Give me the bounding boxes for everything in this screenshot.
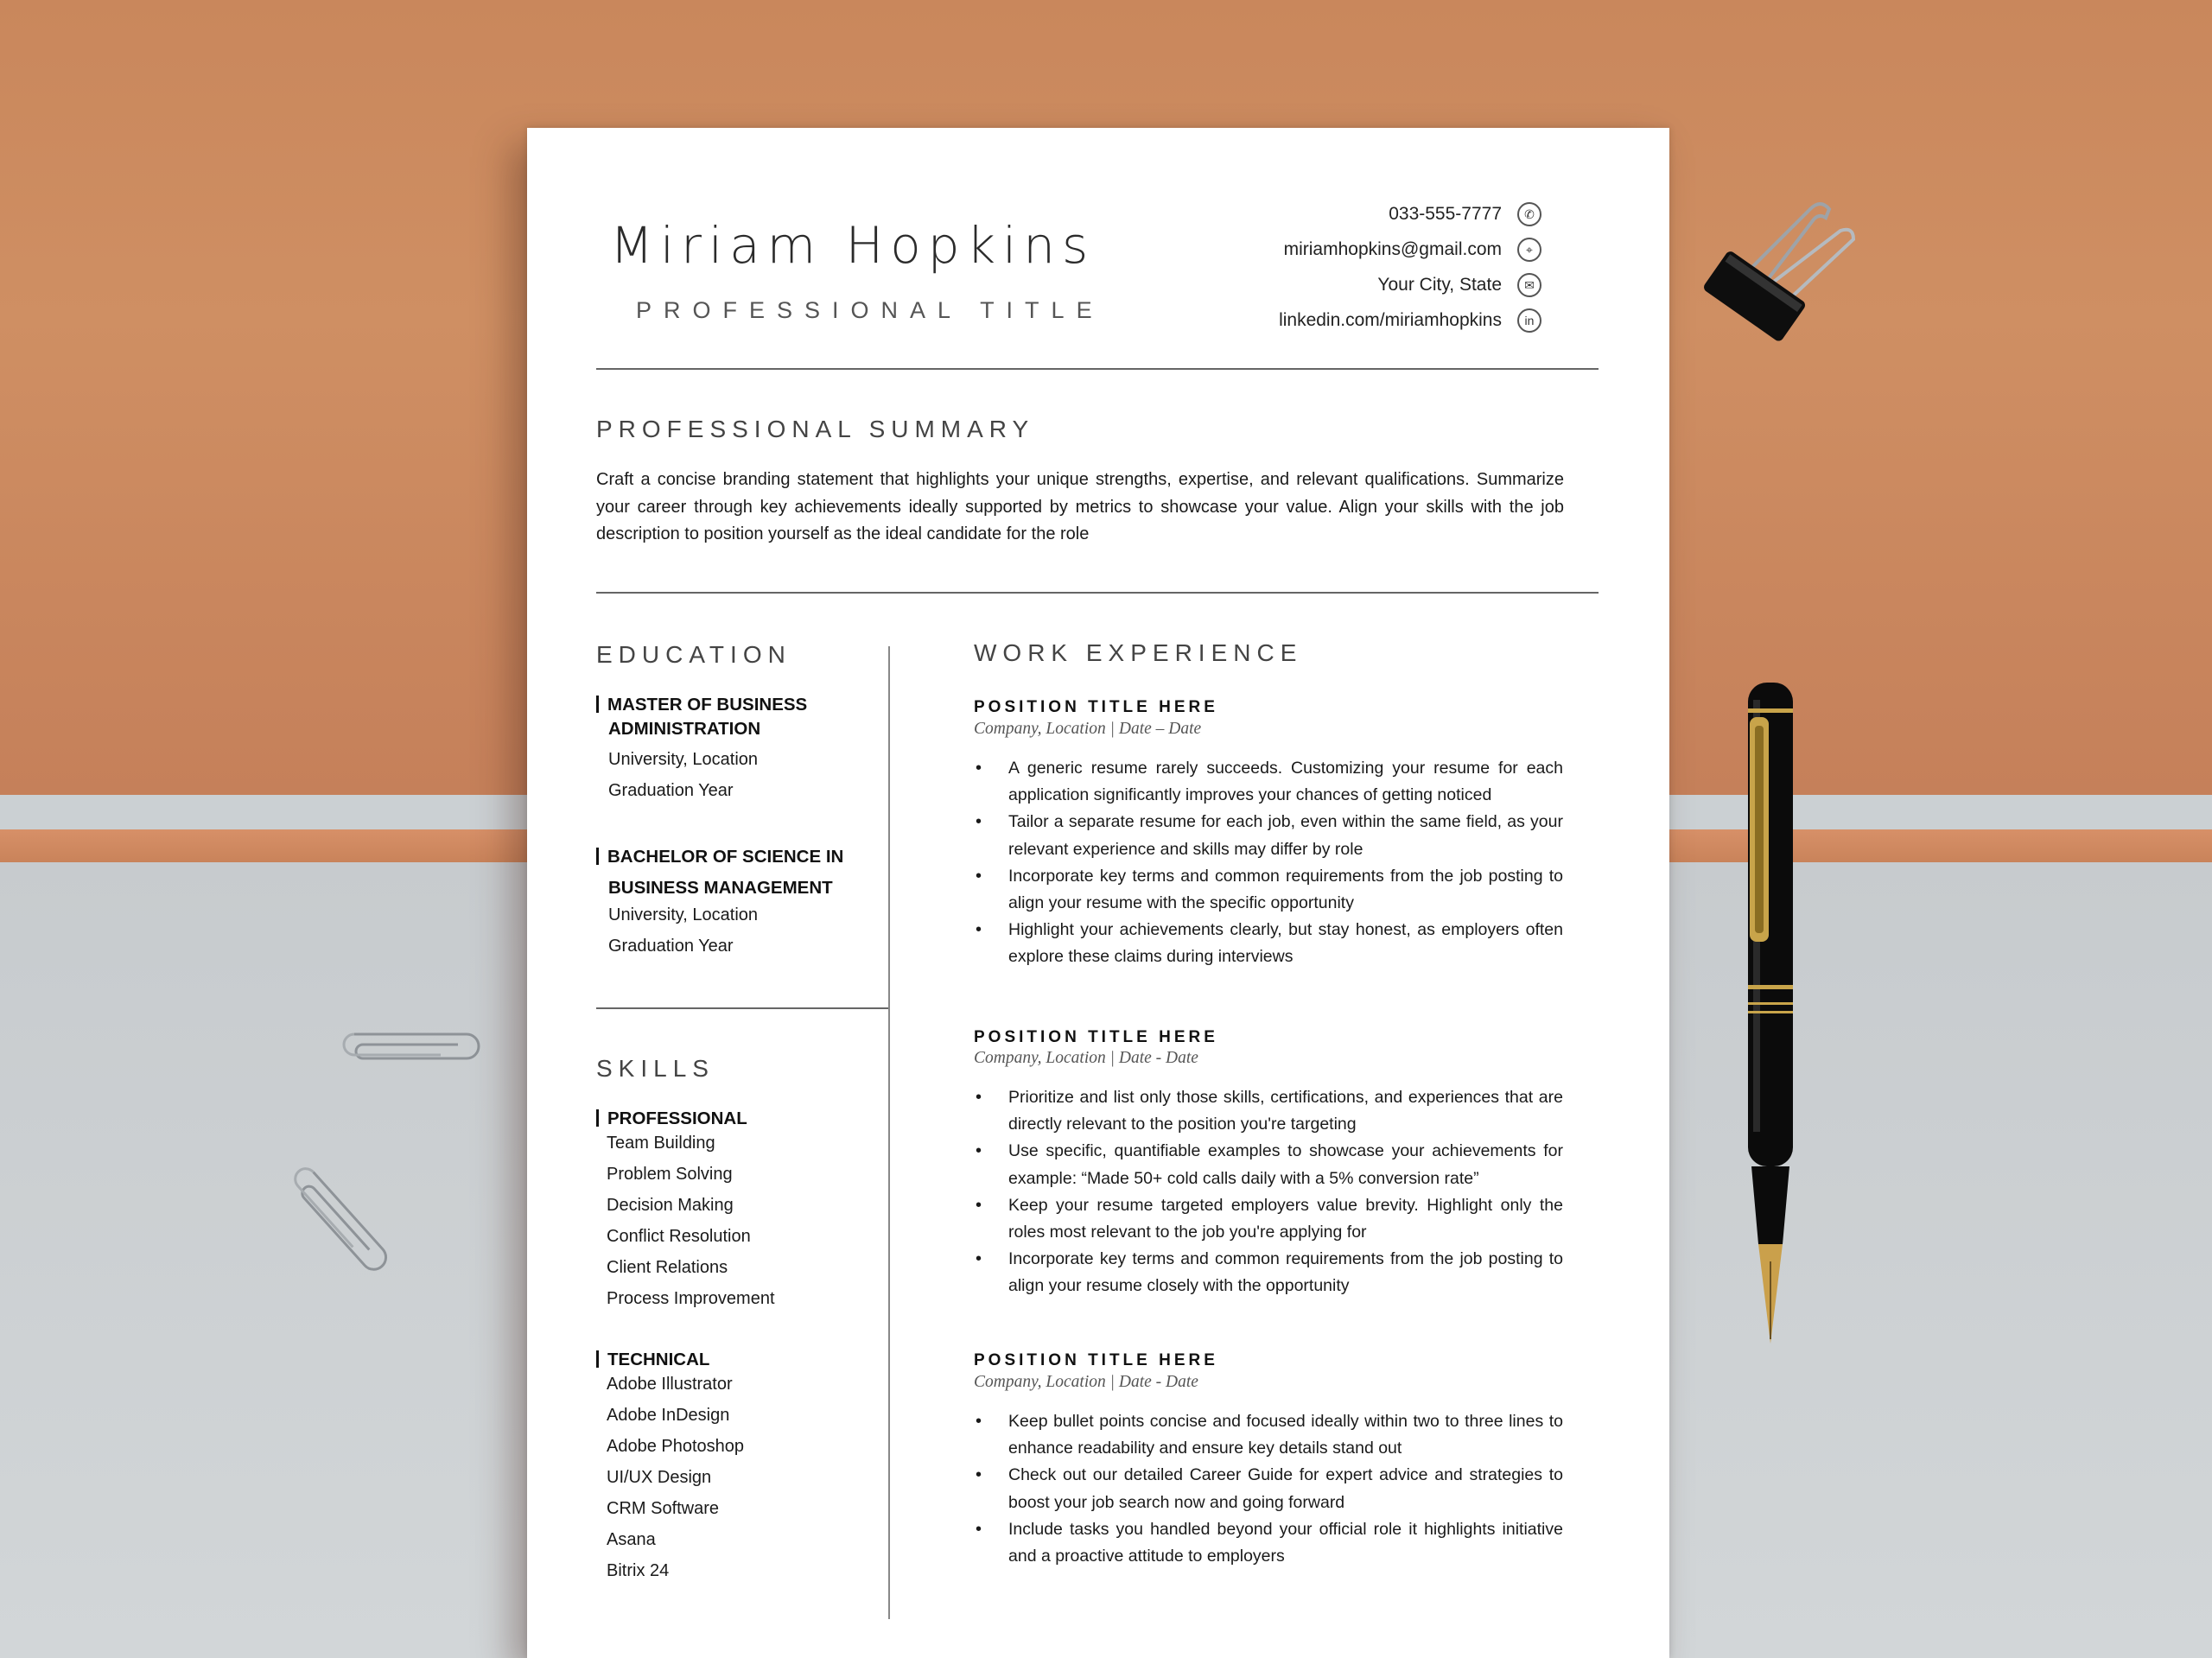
list-item: • Check out our detailed Career Guide for expert advice and strategies to boost your job search now and going forward	[974, 1462, 1563, 1515]
contact-email	[764, 238, 1541, 262]
binder-clip-icon	[1689, 192, 1888, 365]
degree-marker	[596, 848, 599, 865]
paper-clip-icon	[337, 1024, 484, 1067]
list-item: • A generic resume rarely succeeds. Customizing your resume for each application significantly improves your chances of getting noticed	[974, 755, 1563, 809]
education-school: University, Location	[608, 750, 759, 769]
job-bullets	[974, 1408, 1563, 1570]
skills-marker	[596, 1109, 599, 1127]
list-item: • Prioritize and list only those skills, certifications, and experiences that are directly relevant to the position you're targeting	[974, 1084, 1563, 1138]
list-item: UI/UX Design	[607, 1468, 712, 1487]
education-year: Graduation Year	[608, 937, 734, 956]
list-item: Adobe InDesign	[607, 1406, 730, 1425]
contact-linkedin	[764, 308, 1541, 333]
skills-group-label: PROFESSIONAL	[607, 1109, 747, 1128]
divider	[596, 592, 1599, 594]
skills-group-label: TECHNICAL	[607, 1350, 710, 1369]
contact-phone	[764, 202, 1541, 226]
list-item: • Include tasks you handled beyond your official role it highlights initiative and a proactive attitude to employers	[974, 1516, 1563, 1570]
skills-group-professional	[596, 1109, 747, 1129]
job-title: POSITION TITLE HERE	[974, 698, 1218, 716]
list-item: • Keep bullet points concise and focused ideally within two to three lines to enhance readability and ensure key details stand out	[974, 1408, 1563, 1462]
job-bullets	[974, 1084, 1563, 1300]
education-year: Graduation Year	[608, 781, 734, 800]
list-item: Conflict Resolution	[607, 1227, 751, 1246]
job-meta: Company, Location | Date – Date	[974, 720, 1202, 738]
skills-group-technical	[596, 1350, 709, 1370]
contact-city-text: Your City, State	[1377, 275, 1502, 295]
job-meta: Company, Location | Date - Date	[974, 1373, 1198, 1391]
list-item: Process Improvement	[607, 1289, 775, 1308]
professional-skills-list	[607, 1128, 775, 1314]
mail-icon: ✉	[1517, 273, 1541, 297]
experience-heading: WORK EXPERIENCE	[974, 639, 1303, 666]
fountain-pen-icon	[1732, 674, 1810, 1356]
contact-city	[764, 273, 1541, 297]
linkedin-icon: in	[1517, 308, 1541, 333]
contact-email-text: miriamhopkins@gmail.com	[1283, 239, 1502, 259]
job-title: POSITION TITLE HERE	[974, 1028, 1218, 1046]
job-bullets	[974, 755, 1563, 971]
contact-linkedin-text: linkedin.com/miriamhopkins	[1279, 310, 1502, 330]
list-item: • Incorporate key terms and common requirements from the job posting to align your resume closely with the opportunity	[974, 1246, 1563, 1299]
summary-heading: PROFESSIONAL SUMMARY	[596, 416, 1035, 442]
job-meta: Company, Location | Date - Date	[974, 1049, 1198, 1067]
education-heading: EDUCATION	[596, 641, 791, 668]
location-icon: ⌖	[1517, 238, 1541, 262]
job-title: POSITION TITLE HERE	[974, 1351, 1218, 1369]
degree-title	[596, 693, 807, 741]
professional-title: PROFESSIONAL TITLE	[636, 297, 1104, 323]
list-item: Problem Solving	[607, 1165, 733, 1184]
contact-phone-text: 033-555-7777	[1389, 204, 1502, 224]
degree-marker	[596, 696, 599, 713]
phone-icon: ✆	[1517, 202, 1541, 226]
resume-name: Miriam Hopkins	[610, 216, 1096, 275]
paper-clip-icon	[281, 1158, 402, 1287]
divider	[596, 1007, 888, 1009]
list-item: • Use specific, quantifiable examples to showcase your achievements for example: “Made 50+ cold calls daily with a 5% conversion rate”	[974, 1138, 1563, 1191]
divider	[596, 368, 1599, 370]
list-item: Client Relations	[607, 1258, 728, 1277]
technical-skills-list	[607, 1369, 744, 1586]
list-item: • Keep your resume targeted employers value brevity. Highlight only the roles most relevant to the job you're applying for	[974, 1192, 1563, 1246]
degree-line: BUSINESS MANAGEMENT	[608, 878, 833, 898]
list-item: Adobe Photoshop	[607, 1437, 745, 1456]
list-item: Team Building	[607, 1134, 715, 1153]
column-divider	[888, 646, 890, 1619]
skills-marker	[596, 1350, 599, 1368]
degree-line: MASTER OF BUSINESS	[607, 695, 808, 715]
degree-line: ADMINISTRATION	[608, 719, 761, 739]
list-item: • Highlight your achievements clearly, but stay honest, as employers often explore these claims during interviews	[974, 917, 1563, 970]
list-item: Bitrix 24	[607, 1561, 670, 1580]
skills-heading: SKILLS	[596, 1055, 715, 1082]
list-item: CRM Software	[607, 1499, 720, 1518]
summary-text: Craft a concise branding statement that highlights your unique strengths, expertise, and relevant qualifications. Summarize your career through key achievements ideally supported by metrics to showcase your value. Align your skills with the job description to position yourself as the ideal candidate for the role	[596, 470, 1564, 543]
list-item: Decision Making	[607, 1196, 734, 1215]
education-school: University, Location	[608, 905, 759, 924]
degree-title	[596, 842, 843, 904]
list-item: • Incorporate key terms and common requirements from the job posting to align your resume with the specific opportunity	[974, 863, 1563, 917]
list-item: Adobe Illustrator	[607, 1375, 733, 1394]
degree-line: BACHELOR OF SCIENCE IN	[607, 847, 844, 867]
list-item: Asana	[607, 1530, 656, 1549]
list-item: • Tailor a separate resume for each job, even within the same field, as your relevant experience and skills may differ by role	[974, 809, 1563, 862]
